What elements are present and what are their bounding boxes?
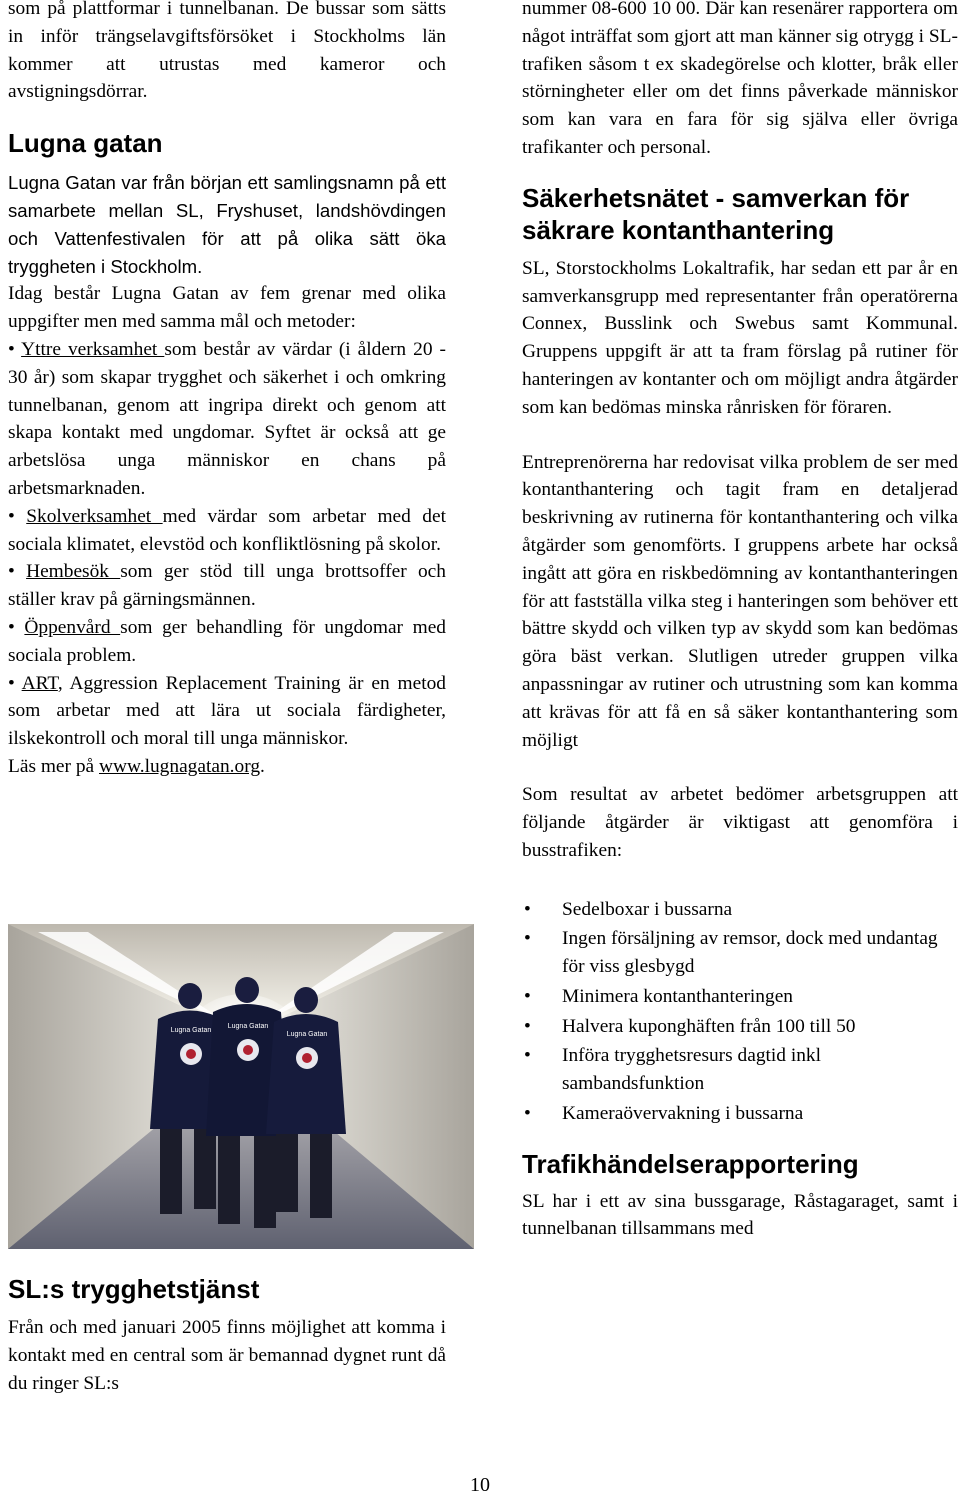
- read-more-line: [8, 753, 446, 781]
- lugna-gatan-intro: Lugna Gatan var från början ett samlingsnamn på ett samarbete mellan SL, Fryshuset, landshövdingen och Vattenfestivalen för att på olika sätt öka tryggheten i Stockholm.: [8, 172, 446, 277]
- intro-paragraph: som på plattformar i tunnelbanan. De bussar som sätts in inför trängselavgiftsförsöket i Stockholms län kommer att utrustas med kameror och avstigningsdörrar.: [8, 0, 446, 103]
- measure-item: • Ingen försäljning av remsor, dock med undantag för viss glesbygd: [522, 925, 958, 981]
- bullet-mark: •: [8, 505, 15, 527]
- branch-term: ART: [21, 672, 58, 694]
- jacket-print: Lugna Gatan: [227, 1023, 269, 1030]
- left-column: [8, 0, 446, 781]
- branch-item: [8, 614, 446, 670]
- tunnel-photo-illustration: [8, 924, 474, 1249]
- bullet-mark: •: [524, 1045, 531, 1067]
- lugna-gatan-branches: Idag består Lugna Gatan av fem grenar med olika uppgifter men med samma mål och metoder:: [8, 283, 446, 333]
- sakerhetsnatet-text: SL, Storstockholms Lokaltrafik, har sedan ett par år en samverkansgrupp med representanter från operatörerna Connex, Busslink och Swebus samt Kommunal. Gruppens uppgift är att ta fram förslag på rutiner för hanteringen av kontanter och om möjligt andra åtgärder som kan bedömas minska rånrisken för föraren.: [522, 257, 958, 418]
- sl-number-paragraph: nummer 08-600 10 00. Där kan resenärer rapportera om något inträffat som gjort att man känner sig otrygg i SL-trafiken såsom t ex skadegörelse och klotter, bråk eller störningheter eller om det finns påverkade människor som kan vara en fara för sig själva eller övriga trafikanter och personal.: [522, 0, 958, 158]
- trafikhandelse-heading: Trafikhändelserapportering: [522, 1148, 859, 1179]
- bullet-mark: •: [524, 898, 531, 920]
- measures-list: [522, 896, 958, 1128]
- lugna-gatan-heading: Lugna gatan: [8, 128, 163, 159]
- measure-item: • Införa trygghetsresurs dagtid inkl sambandsfunktion: [522, 1042, 958, 1098]
- sl-trygghetstjanst-section: [8, 1273, 446, 1397]
- sakerhetsnatet-heading: Säkerhetsnätet - samverkan för säkrare kontanthantering: [522, 182, 910, 245]
- branch-item: [8, 558, 446, 614]
- bullet-mark: •: [524, 985, 531, 1007]
- branch-list: [8, 336, 446, 753]
- trafikhandelse-text: SL har i ett av sina bussgarage, Råstagaraget, samt i tunnelbanan tillsammans med: [522, 1190, 958, 1240]
- jacket-print: Lugna Gatan: [286, 1031, 328, 1038]
- bullet-mark: •: [524, 1015, 531, 1037]
- page-number: 10: [470, 1474, 490, 1496]
- branch-text: som ger behandling för ungdomar med sociala problem.: [8, 616, 446, 666]
- branch-term: Hembesök: [26, 561, 121, 583]
- tunnel-photo: [8, 924, 474, 1249]
- sl-trygghetstjanst-heading: SL:s trygghetstjänst: [8, 1274, 260, 1304]
- bullet-mark: •: [8, 338, 15, 360]
- right-column: [522, 0, 958, 1243]
- branch-text: som består av värdar (i åldern 20 - 30 år) som skapar trygghet och säkerhet i och omkring tunnelbanan, genom att ingripa direkt och genom att skapa kontakt med ungdomar. Syftet är också att ge arbetslösa unga människor en chans på arbetsmarknaden.: [8, 338, 446, 499]
- measure-item: • Sedelboxar i bussarna: [522, 896, 958, 924]
- measure-item: • Kameraövervakning i bussarna: [522, 1100, 958, 1128]
- branch-term: Öppenvård: [24, 616, 121, 638]
- result-paragraph: Som resultat av arbetet bedömer arbetsgruppen att följande åtgärder är viktigast att genomföra i busstrafiken:: [522, 784, 958, 861]
- sl-trygghetstjanst-text: Från och med januari 2005 finns möjlighet att komma i kontakt med en central som är bemannad dygnet runt då du ringer SL:s: [8, 1317, 446, 1394]
- read-more-prefix: Läs mer på: [8, 755, 99, 777]
- lugnagatan-link[interactable]: www.lugnagatan.org: [99, 755, 261, 777]
- entreprenorer-paragraph: Entreprenörerna har redovisat vilka problem de ser med kontanthantering och tagit fram en detaljerad beskrivning av rutinerna för kontanthantering och vilka åtgärder som genomförts. I gruppens arbete har också ingått att göra en riskbedömning av kontanthanteringen för att fastställa vilka steg i hanteringen som behöver ett bättre skydd och vilken typ av skydd som kan bedömas göra bäst verkan. Slutligen utreder gruppen vilka anpassningar av rutiner och utrustning som kan komma att krävas för att få en så säker kontanthantering som möjligt: [522, 451, 958, 751]
- branch-item: [8, 670, 446, 753]
- bullet-mark: •: [524, 928, 531, 950]
- measure-item: • Halvera kuponghäften från 100 till 50: [522, 1013, 958, 1041]
- branch-term: Yttre verksamhet: [21, 338, 165, 360]
- read-more-suffix: .: [260, 755, 265, 777]
- branch-text: , Aggression Replacement Training är en metod som arbetar med att lära ut sociala färdigheter, ilskekontroll och moral till unga människor.: [8, 672, 447, 750]
- jacket-print: Lugna Gatan: [170, 1027, 212, 1034]
- bullet-mark: •: [8, 672, 15, 694]
- branch-text: med värdar som arbetar med det sociala klimatet, elevstöd och konfliktlösning på skolor.: [8, 505, 446, 555]
- branch-item: [8, 336, 446, 503]
- branch-text: som ger stöd till unga brottsoffer och ställer krav på gärningsmännen.: [8, 561, 446, 611]
- measure-item: • Minimera kontanthanteringen: [522, 983, 958, 1011]
- bullet-mark: •: [8, 616, 15, 638]
- branch-term: Skolverksamhet: [26, 505, 163, 527]
- branch-item: [8, 503, 446, 559]
- bullet-mark: •: [524, 1102, 531, 1124]
- bullet-mark: •: [8, 561, 15, 583]
